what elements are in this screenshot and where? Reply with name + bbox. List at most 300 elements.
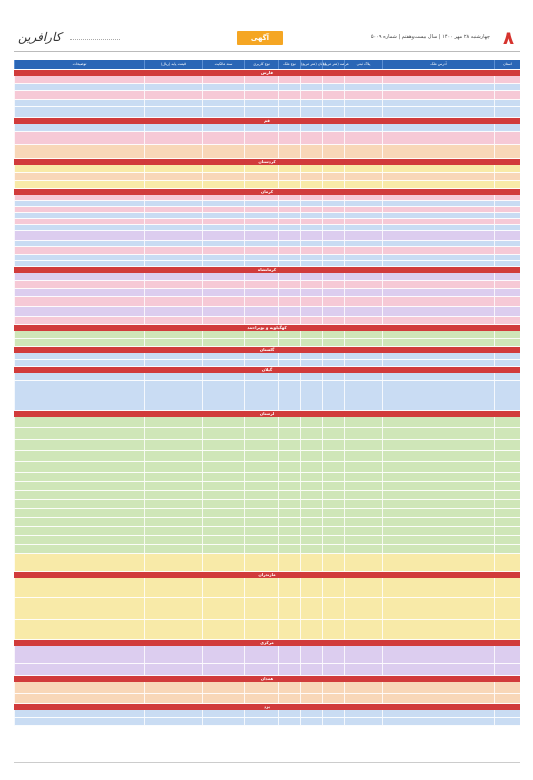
table-cell [344, 373, 382, 380]
table-cell [322, 536, 344, 544]
table-cell [344, 145, 382, 158]
table-row [14, 124, 520, 132]
table-cell [14, 107, 144, 117]
table-cell [322, 682, 344, 693]
table-cell [322, 491, 344, 499]
column-header-7: نوع کاربری [244, 60, 278, 69]
table-cell [14, 84, 144, 90]
table-cell [322, 598, 344, 619]
table-cell [14, 145, 144, 158]
table-cell [244, 451, 278, 461]
table-cell [244, 491, 278, 499]
table-cell [14, 381, 144, 410]
table-cell [300, 132, 322, 144]
table-cell [494, 545, 520, 553]
table-cell [322, 231, 344, 240]
table-cell [344, 482, 382, 490]
table-cell [14, 255, 144, 260]
table-row [14, 694, 520, 704]
table-cell [278, 353, 300, 359]
table-cell [494, 473, 520, 481]
table-cell [322, 100, 344, 106]
table-cell [300, 620, 322, 639]
table-cell [244, 281, 278, 288]
table-cell [278, 225, 300, 230]
table-cell [494, 646, 520, 663]
table-cell [144, 225, 202, 230]
column-header-8: سند مالکیت [202, 60, 244, 69]
table-cell [278, 273, 300, 280]
table-cell [202, 353, 244, 359]
table-cell [322, 297, 344, 306]
table-cell [322, 219, 344, 224]
table-cell [202, 373, 244, 380]
table-cell [344, 76, 382, 83]
table-cell [202, 261, 244, 266]
table-cell [202, 145, 244, 158]
table-cell [300, 417, 322, 427]
table-cell [14, 473, 144, 481]
table-row [14, 100, 520, 107]
table-cell [300, 451, 322, 461]
table-cell [144, 682, 202, 693]
table-cell [300, 360, 322, 366]
province-section-bar: مازندران [14, 572, 520, 578]
table-cell [494, 165, 520, 172]
table-cell [278, 451, 300, 461]
table-row [14, 545, 520, 554]
table-cell [344, 124, 382, 131]
table-cell [14, 317, 144, 324]
table-cell [494, 207, 520, 212]
table-cell [300, 201, 322, 206]
table-cell [382, 255, 494, 260]
table-cell [494, 195, 520, 200]
table-cell [344, 273, 382, 280]
table-cell [382, 373, 494, 380]
table-cell [382, 664, 494, 675]
table-cell [382, 76, 494, 83]
table-cell [202, 132, 244, 144]
table-cell [244, 255, 278, 260]
table-cell [144, 339, 202, 346]
table-cell [322, 694, 344, 703]
table-cell [322, 578, 344, 597]
table-cell [300, 207, 322, 212]
table-cell [344, 664, 382, 675]
table-cell [244, 554, 278, 571]
table-cell [14, 518, 144, 526]
table-cell [244, 247, 278, 254]
table-cell [14, 100, 144, 106]
province-section-bar: کردستان [14, 159, 520, 165]
table-cell [144, 247, 202, 254]
table-row [14, 473, 520, 482]
table-cell [278, 289, 300, 296]
table-cell [144, 124, 202, 131]
table-cell [300, 145, 322, 158]
table-cell [144, 91, 202, 99]
table-cell [14, 201, 144, 206]
table-cell [382, 317, 494, 324]
table-cell [322, 620, 344, 639]
table-cell [244, 527, 278, 535]
table-cell [14, 132, 144, 144]
table-cell [300, 462, 322, 472]
table-cell [494, 598, 520, 619]
table-cell [144, 145, 202, 158]
table-cell [344, 491, 382, 499]
table-cell [344, 91, 382, 99]
table-cell [202, 718, 244, 725]
table-cell [300, 682, 322, 693]
table-cell [322, 213, 344, 218]
table-cell [300, 281, 322, 288]
table-cell [382, 694, 494, 703]
table-cell [278, 213, 300, 218]
table-cell [244, 132, 278, 144]
table-cell [14, 664, 144, 675]
table-cell [344, 165, 382, 172]
table-cell [300, 428, 322, 439]
table-cell [202, 241, 244, 246]
table-cell [382, 132, 494, 144]
table-cell [202, 201, 244, 206]
table-cell [202, 181, 244, 188]
table-cell [244, 231, 278, 240]
table-cell [202, 381, 244, 410]
table-cell [278, 173, 300, 180]
province-section-bar: همدان [14, 676, 520, 682]
table-cell [494, 527, 520, 535]
table-cell [300, 255, 322, 260]
table-cell [202, 307, 244, 316]
province-section-bar: کرمانشاه [14, 267, 520, 273]
column-header-1: استان [494, 60, 520, 69]
table-cell [144, 578, 202, 597]
table-cell [14, 646, 144, 663]
table-cell [494, 451, 520, 461]
table-cell [344, 297, 382, 306]
table-cell [278, 417, 300, 427]
province-section-bar: کرمان [14, 189, 520, 195]
table-row [14, 482, 520, 491]
table-cell [244, 195, 278, 200]
table-cell [202, 694, 244, 703]
table-cell [322, 353, 344, 359]
table-row [14, 91, 520, 100]
table-cell [244, 417, 278, 427]
table-cell [202, 462, 244, 472]
table-cell [244, 213, 278, 218]
table-cell [244, 482, 278, 490]
table-cell [382, 578, 494, 597]
table-cell [344, 578, 382, 597]
table-cell [494, 107, 520, 117]
table-cell [144, 297, 202, 306]
table-cell [300, 353, 322, 359]
table-cell [322, 339, 344, 346]
table-cell [300, 710, 322, 717]
table-cell [300, 339, 322, 346]
table-cell [202, 440, 244, 450]
table-row [14, 247, 520, 255]
table-cell [322, 201, 344, 206]
table-cell [144, 620, 202, 639]
table-cell [144, 694, 202, 703]
newspaper-logo: کارافرین [18, 30, 62, 44]
province-section-bar: قم [14, 118, 520, 124]
table-cell [382, 451, 494, 461]
table-cell [344, 213, 382, 218]
table-cell [494, 518, 520, 526]
table-row [14, 536, 520, 545]
table-cell [300, 289, 322, 296]
table-cell [202, 173, 244, 180]
table-cell [278, 84, 300, 90]
table-cell [144, 201, 202, 206]
table-cell [14, 207, 144, 212]
table-cell [494, 84, 520, 90]
table-cell [244, 353, 278, 359]
table-cell [144, 381, 202, 410]
column-header-2: آدرس ملک [382, 60, 494, 69]
table-cell [322, 307, 344, 316]
table-cell [244, 317, 278, 324]
table-cell [382, 201, 494, 206]
footer-divider [14, 762, 520, 763]
table-row [14, 373, 520, 381]
table-cell [144, 518, 202, 526]
table-cell [344, 694, 382, 703]
table-cell [278, 620, 300, 639]
table-row [14, 500, 520, 509]
table-cell [322, 261, 344, 266]
table-cell [382, 646, 494, 663]
table-cell [244, 201, 278, 206]
table-cell [278, 261, 300, 266]
table-cell [202, 207, 244, 212]
table-cell [322, 165, 344, 172]
table-cell [494, 462, 520, 472]
table-cell [382, 173, 494, 180]
table-cell [202, 518, 244, 526]
table-row [14, 339, 520, 347]
table-cell [202, 213, 244, 218]
table-cell [344, 500, 382, 508]
table-cell [14, 91, 144, 99]
table-row [14, 353, 520, 360]
table-cell [144, 473, 202, 481]
page-number: ۸ [503, 28, 514, 49]
table-cell [202, 76, 244, 83]
table-cell [344, 100, 382, 106]
table-cell [322, 417, 344, 427]
table-cell [322, 181, 344, 188]
section-tab: آگهی [237, 31, 283, 45]
table-cell [494, 664, 520, 675]
table-cell [278, 491, 300, 499]
table-cell [244, 518, 278, 526]
table-cell [300, 241, 322, 246]
table-cell [322, 247, 344, 254]
table-cell [14, 682, 144, 693]
table-cell [144, 307, 202, 316]
table-cell [144, 273, 202, 280]
issue-date-line: چهارشنبه ۲۸ مهر ۱۴۰۰ | سال بیست‌وهفتم | شماره ۵۰۰۹ [370, 34, 490, 40]
table-cell [382, 718, 494, 725]
table-cell [202, 491, 244, 499]
table-cell [300, 718, 322, 725]
table-cell [244, 273, 278, 280]
table-cell [144, 165, 202, 172]
table-cell [344, 225, 382, 230]
table-cell [14, 289, 144, 296]
table-cell [322, 360, 344, 366]
table-cell [202, 598, 244, 619]
table-cell [494, 353, 520, 359]
province-section-bar: مرکزی [14, 640, 520, 646]
table-cell [278, 500, 300, 508]
column-header-10: توضیحات [14, 60, 144, 69]
table-cell [322, 145, 344, 158]
table-cell [344, 181, 382, 188]
table-row [14, 527, 520, 536]
table-cell [278, 181, 300, 188]
table-cell [278, 545, 300, 553]
province-section-bar: فارس [14, 70, 520, 76]
table-cell [344, 554, 382, 571]
table-cell [382, 620, 494, 639]
table-cell [202, 107, 244, 117]
table-cell [202, 124, 244, 131]
table-cell [278, 255, 300, 260]
table-cell [494, 482, 520, 490]
table-cell [382, 473, 494, 481]
table-cell [244, 181, 278, 188]
table-cell [344, 428, 382, 439]
table-cell [494, 339, 520, 346]
table-cell [494, 241, 520, 246]
table-cell [322, 518, 344, 526]
table-cell [202, 289, 244, 296]
table-cell [322, 91, 344, 99]
table-cell [202, 255, 244, 260]
table-row [14, 381, 520, 411]
table-cell [278, 710, 300, 717]
table-cell [278, 307, 300, 316]
table-cell [14, 428, 144, 439]
table-cell [382, 428, 494, 439]
table-cell [202, 509, 244, 517]
table-cell [322, 331, 344, 338]
table-cell [244, 225, 278, 230]
table-cell [382, 213, 494, 218]
table-cell [494, 440, 520, 450]
table-cell [278, 317, 300, 324]
table-cell [14, 124, 144, 131]
table-cell [14, 281, 144, 288]
table-cell [14, 231, 144, 240]
table-cell [494, 132, 520, 144]
table-cell [14, 76, 144, 83]
table-cell [382, 165, 494, 172]
table-cell [244, 360, 278, 366]
table-cell [382, 710, 494, 717]
table-cell [202, 620, 244, 639]
table-cell [322, 84, 344, 90]
table-row [14, 317, 520, 325]
table-cell [322, 554, 344, 571]
table-cell [344, 417, 382, 427]
table-cell [344, 255, 382, 260]
table-cell [300, 124, 322, 131]
table-cell [344, 527, 382, 535]
table-cell [14, 536, 144, 544]
table-cell [202, 195, 244, 200]
table-cell [244, 545, 278, 553]
table-cell [14, 694, 144, 703]
table-row [14, 620, 520, 640]
table-cell [382, 241, 494, 246]
table-cell [344, 307, 382, 316]
table-cell [344, 710, 382, 717]
table-cell [344, 353, 382, 359]
table-cell [244, 578, 278, 597]
table-cell [202, 100, 244, 106]
province-section-bar: کهگیلویه و بویراحمد [14, 325, 520, 331]
table-cell [14, 554, 144, 571]
table-cell [344, 682, 382, 693]
table-cell [14, 509, 144, 517]
table-cell [494, 381, 520, 410]
table-cell [344, 718, 382, 725]
table-cell [344, 207, 382, 212]
table-cell [14, 482, 144, 490]
column-header-9: قیمت پایه (ریال) [144, 60, 202, 69]
table-cell [202, 473, 244, 481]
table-cell [202, 682, 244, 693]
table-cell [278, 473, 300, 481]
table-cell [300, 664, 322, 675]
table-cell [14, 219, 144, 224]
table-cell [14, 360, 144, 366]
table-cell [278, 91, 300, 99]
table-row [14, 297, 520, 307]
table-cell [244, 76, 278, 83]
table-cell [322, 76, 344, 83]
table-cell [278, 195, 300, 200]
table-cell [494, 273, 520, 280]
table-row [14, 440, 520, 451]
table-cell [244, 462, 278, 472]
table-cell [14, 273, 144, 280]
table-cell [494, 100, 520, 106]
table-cell [278, 145, 300, 158]
table-cell [382, 91, 494, 99]
table-cell [322, 273, 344, 280]
table-cell [144, 207, 202, 212]
table-cell [382, 509, 494, 517]
table-cell [14, 545, 144, 553]
table-cell [344, 84, 382, 90]
table-cell [144, 241, 202, 246]
table-cell [144, 84, 202, 90]
table-cell [300, 482, 322, 490]
table-cell [278, 536, 300, 544]
table-cell [278, 518, 300, 526]
table-cell [14, 620, 144, 639]
